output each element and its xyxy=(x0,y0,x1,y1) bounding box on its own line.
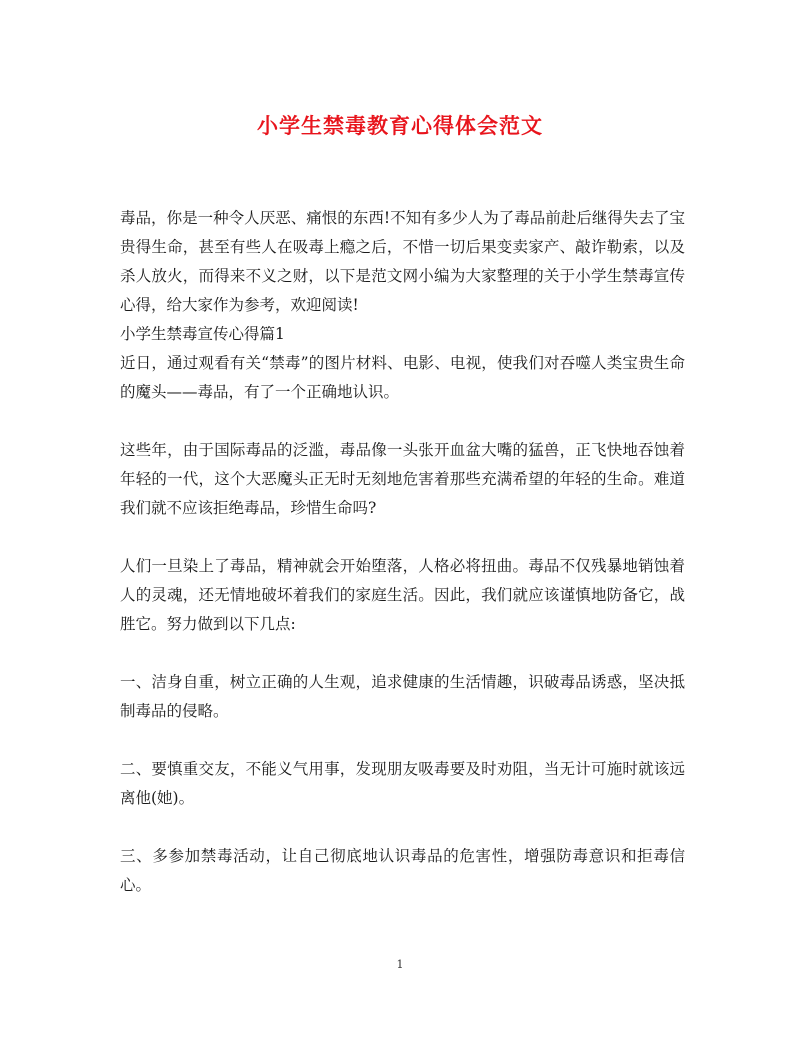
paragraph: 人们一旦染上了毒品，精神就会开始堕落，人格必将扭曲。毒品不仅残暴地销蚀着人的灵魂，还无情地破坏着我们的家庭生活。因此，我们就应该谨慎地防备它，战胜它。努力做到以下几点: xyxy=(120,557,685,633)
page-number: 1 xyxy=(396,958,404,971)
list-item-paragraph: 三、多参加禁毒活动，让自己彻底地认识毒品的危害性，增强防毒意识和拒毒信心。 xyxy=(120,847,685,894)
paragraph-spacer xyxy=(120,726,685,755)
document-body xyxy=(120,204,685,900)
document-title: 小学生禁毒教育心得体会范文 xyxy=(257,113,543,138)
intro-paragraph: 毒品，你是一种令人厌恶、痛恨的东西!不知有多少人为了毒品前赴后继得失去了宝贵得生命，甚至有些人在吸毒上瘾之后，不惜一切后果变卖家产、敲诈勒索，以及杀人放火，而得来不义之财，以下是范文网小编为大家整理的关于小学生禁毒宣传心得，给大家作为参考，欢迎阅读! xyxy=(120,209,685,314)
paragraph: 这些年，由于国际毒品的泛滥，毒品像一头张开血盆大嘴的猛兽，正飞快地吞蚀着年轻的一代，这个大恶魔头正无时无刻地危害着那些充满希望的年轻的生命。难道我们就不应该拒绝毒品，珍惜生命吗? xyxy=(120,441,685,517)
list-item-paragraph: 二、要慎重交友，不能义气用事，发现朋友吸毒要及时劝阻，当无计可施时就该远离他(她)。 xyxy=(120,760,685,807)
paragraph-spacer xyxy=(120,523,685,552)
list-item-paragraph: 一、洁身自重，树立正确的人生观，追求健康的生活情趣，识破毒品诱惑，坚决抵制毒品的侵略。 xyxy=(120,673,685,720)
paragraph: 近日，通过观看有关“禁毒”的图片材料、电影、电视，使我们对吞噬人类宝贵生命的魔头——毒品，有了一个正确地认识。 xyxy=(120,354,685,401)
paragraph-spacer xyxy=(120,407,685,436)
section-heading: 小学生禁毒宣传心得篇1 xyxy=(120,325,285,343)
paragraph-spacer xyxy=(120,813,685,842)
paragraph-spacer xyxy=(120,639,685,668)
